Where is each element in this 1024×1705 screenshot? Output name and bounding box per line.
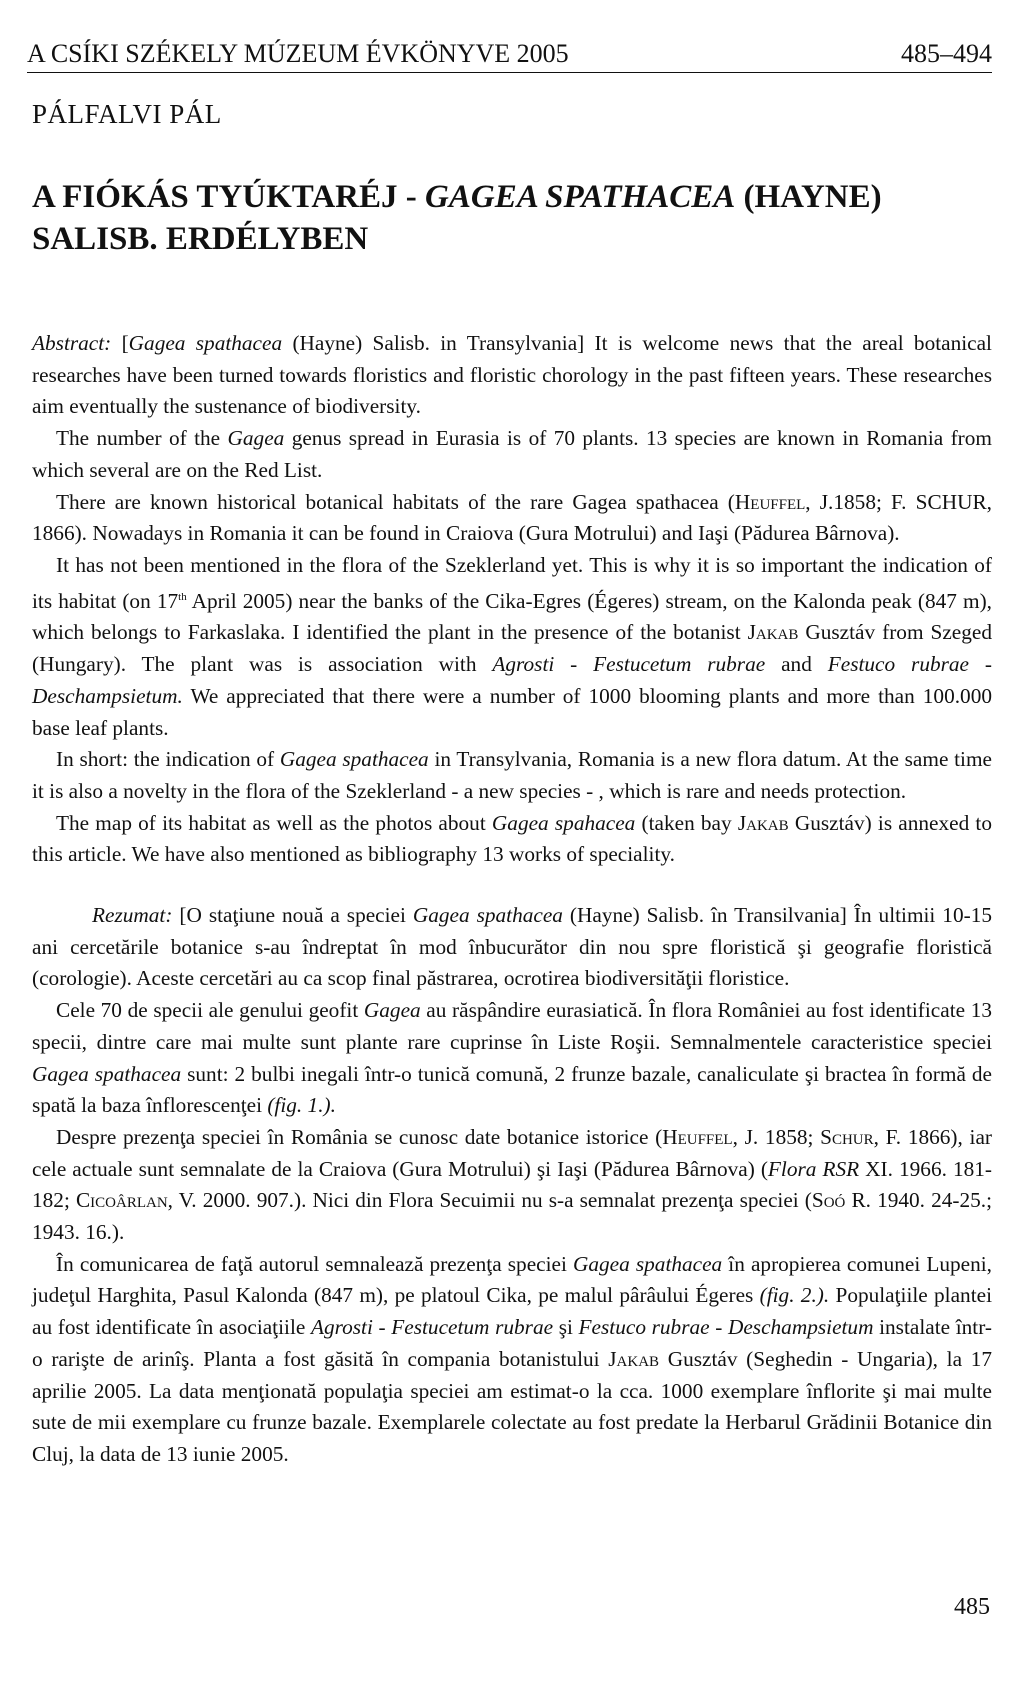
abstract-paragraph-5	[32, 744, 992, 807]
abstract-paragraph-3	[32, 487, 992, 550]
rezumat-paragraph-2	[32, 995, 992, 1122]
article-title	[32, 176, 992, 260]
text-run: Cele 70 de specii ale genului geofit	[56, 998, 364, 1023]
small-caps-run: Schur	[820, 1124, 874, 1149]
text-run: and	[765, 652, 828, 677]
italic-run: Gagea	[363, 998, 421, 1023]
text-run: R. 1940. 24-25.; 1943. 16.).	[32, 1188, 992, 1245]
text-run: There are known historical botanical habitats of the rare Gagea spathacea (	[56, 489, 735, 514]
text-run: , F. 1866), iar cele actuale sunt semnalate de la Craiova (Gura Motrului) şi Iaşi (Pădurea Bârnova) (	[32, 1124, 992, 1181]
rezumat-paragraph-4	[32, 1249, 992, 1471]
italic-run: Gagea spathacea	[32, 1061, 182, 1086]
small-caps-run: Jakab	[747, 620, 799, 645]
italic-run: Gagea spathacea	[572, 1251, 723, 1276]
italic-run: (fig. 1.).	[267, 1093, 336, 1118]
text-run: Despre prezenţa speciei în România se cunosc date botanice istorice (	[56, 1124, 663, 1149]
text-run: , J. 1858;	[732, 1124, 821, 1149]
text-run: in Transylvania, Romania is a new flora datum. At the same time it is also a novelty in the flora of the Szeklerland - a new species - , which is rare and needs protection.	[32, 747, 992, 803]
italic-run: (fig. 2.).	[759, 1283, 830, 1308]
text-run: Gusztáv (Seghedin - Ungaria), la 17 aprilie 2005. La data menţionată populaţia speciei am estimat-o la cca. 1000 exemplare înflorite şi mai multe sute de mii exemplare cu frunze bazale. Exemplarele colectate au fost predate la Herbarul Grădinii Botanice din Cluj, la data de 13 iunie 2005.	[32, 1346, 992, 1466]
title-part-3: (HAYNE)	[735, 179, 882, 215]
small-caps-run: Heuffel	[662, 1124, 733, 1149]
abstract-paragraph-6	[32, 808, 992, 871]
small-caps-run: Jakab	[737, 810, 789, 835]
italic-run: Flora RSR	[767, 1156, 860, 1181]
text-run: Gusztáv) is annexed to this article. We have also mentioned as bibliography 13 works of speciality.	[32, 810, 993, 867]
italic-run: Gagea	[227, 426, 285, 451]
text-run: April 2005) near the banks of the Cika-Egres (Égeres) stream, on the Kalonda peak (847 m), which belongs to Farkaslaka. I identified the plant in the presence of the botanist	[32, 588, 992, 645]
rezumat-paragraph-1	[32, 900, 992, 995]
article-page	[27, 38, 992, 1471]
text-run: şi	[553, 1315, 579, 1340]
text-run: [O staţiune nouă a speciei	[172, 903, 413, 928]
text-run: (Hayne) Salisb. in Transylvania] It is welcome news that the areal botanical researches have been turned towards floristics and floristic chorology in the past fifteen years. These researches aim eventually the sustenance of biodiversity.	[32, 331, 992, 419]
italic-run: Gagea spathacea	[412, 903, 563, 928]
text-run: genus spread in Eurasia is of 70 plants. 13 species are known in Romania from which several are on the Red List.	[32, 426, 992, 482]
text-run: The map of its habitat as well as the photos about	[56, 810, 492, 835]
italic-run: Festuco rubrae - Deschampsietum.	[32, 652, 992, 708]
page-number: 485	[954, 1594, 990, 1620]
superscript-run: th	[178, 590, 187, 603]
text-run: , J.1858; F. SCHUR, 1866). Nowadays in Romania it can be found in Craiova (Gura Motrului) and Iaşi (Pădurea Bârnova).	[32, 489, 992, 546]
italic-run: Agrosti - Festucetum rubrae	[310, 1315, 554, 1340]
small-caps-run: Heuffel	[734, 489, 806, 514]
rezumat-label: Rezumat:	[92, 903, 173, 928]
text-run: instalate într-o rarişte de arinîş. Planta a fost găsită în compania botanistului	[32, 1315, 992, 1371]
title-species: GAGEA SPATHACEA	[425, 179, 736, 215]
title-part-4: SALISB. ERDÉLYBEN	[32, 221, 369, 257]
abstract-section	[32, 328, 992, 871]
text-run: , V. 2000. 907.). Nici din Flora Secuimii nu s-a semnalat prezenţa speciei (	[167, 1188, 812, 1213]
abstract-label: Abstract:	[32, 331, 112, 355]
abstract-paragraph-4	[32, 550, 992, 744]
text-run: In short: the indication of	[56, 747, 280, 772]
text-run: sunt: 2 bulbi inegali într-o tunică comună, 2 frunze bazale, canaliculate şi bractea în formă de spată la baza înflorescenţei	[32, 1061, 992, 1118]
italic-run: Gagea spathacea	[279, 747, 429, 772]
author-name: PÁLFALVI PÁL	[32, 99, 222, 129]
text-run: Gusztáv from Szeged (Hungary). The plant was is association with	[32, 620, 992, 677]
text-run: We appreciated that there were a number of 1000 blooming plants and more than 100.000 base leaf plants.	[32, 683, 992, 740]
text-run: în apropierea comunei Lupeni, judeţul Harghita, Pasul Kalonda (847 m), pe platoul Cika, pe malul pârâului Égeres	[32, 1251, 992, 1308]
small-caps-run: Jakab	[608, 1346, 660, 1371]
text-run: (Hayne) Salisb. în Transilvania] În ultimii 10-15 ani cercetările botanice s-au îndreptat în mod înbucurător din nou spre floristică şi geografie floristică (corologie). Aceste cercetări au ca scop final păstrarea, ocrotirea biodiversităţii floristice.	[32, 903, 992, 991]
text-run: (taken bay	[635, 810, 738, 835]
rezumat-section	[32, 900, 992, 1471]
abstract-paragraph-2	[32, 423, 992, 486]
small-caps-run: Soó	[811, 1188, 846, 1213]
text-run: au răspândire eurasiatică. În flora României au fost identificate 13 specii, dintre care mai multe sunt plante rare cuprinse în Liste Roşii. Semnalmentele caracteristice speciei	[32, 998, 993, 1054]
running-header	[27, 38, 992, 73]
italic-run: Festuco rubrae - Deschampsietum	[578, 1315, 874, 1340]
page-range: 485–494	[901, 39, 992, 68]
journal-title: A CSÍKI SZÉKELY MÚZEUM ÉVKÖNYVE 2005	[27, 39, 569, 68]
text-run: It has not been mentioned in the flora of the Szeklerland yet. This is why it is so important the indication of its habitat (on 17	[32, 552, 992, 613]
text-run: The number of the	[56, 426, 228, 451]
rezumat-paragraph-3	[32, 1122, 992, 1249]
italic-run: Gagea spahacea	[491, 810, 636, 835]
text-run: Populaţiile plantei au fost identificate în asociaţiile	[32, 1283, 992, 1340]
small-caps-run: Cicoârlan	[75, 1188, 168, 1213]
italic-run: Agrosti - Festucetum rubrae	[492, 652, 766, 677]
title-part-1: A FIÓKÁS TYÚKTARÉJ -	[32, 179, 426, 215]
text-run: În comunicarea de faţă autorul semnalează prezenţa speciei	[56, 1251, 573, 1276]
abstract-paragraph-1	[32, 328, 992, 423]
text-run: XI. 1966. 181-182;	[32, 1156, 992, 1213]
text-run: [	[111, 331, 129, 355]
italic-run: Gagea spathacea	[128, 331, 283, 355]
